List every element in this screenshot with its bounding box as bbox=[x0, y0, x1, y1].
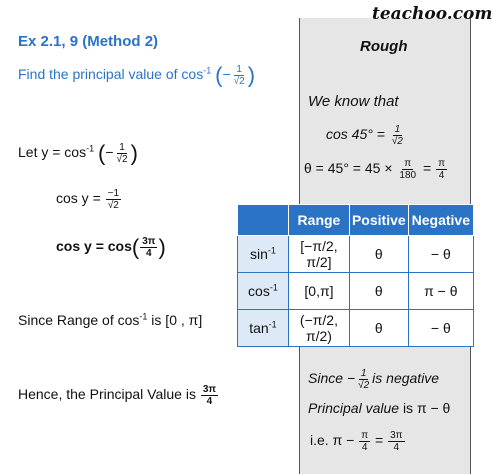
table-header-cell: Range bbox=[288, 205, 349, 236]
table-positive-cell: θ bbox=[350, 236, 409, 273]
rough-cos45: cos 45° = $\frac{1}{√2}$ bbox=[326, 124, 403, 147]
table-row bbox=[238, 273, 474, 310]
step-let-y: Let $y = \cos^{-1}$ (− $\frac{1}{√2}$ ) bbox=[18, 140, 138, 166]
step-cos-y-bold: cos y = cos( $\frac{3\pi}{4}$ ) bbox=[56, 234, 166, 260]
step-principal-value: Hence, the Principal Value is $\frac{3\pi}{4}$ bbox=[18, 384, 217, 407]
table-negative-cell: − θ bbox=[408, 310, 473, 347]
rough-theta: θ = 45° = 45 × $\frac{\pi}{180}$ = $\frac{\pi}{4}$ bbox=[304, 158, 445, 181]
rough-since: Since − $\frac{1}{√2}$ is negative bbox=[308, 368, 440, 391]
rough-title: Rough bbox=[360, 38, 408, 55]
table-row bbox=[238, 310, 474, 347]
table-negative-cell: − θ bbox=[408, 236, 473, 273]
question-text: Find the principal value of $\cos^{-1}$ (− $\frac{1}{√2}$ ) bbox=[18, 62, 256, 88]
step-cos-y: cos y = $\frac{-1}{√2}$ bbox=[56, 188, 120, 211]
table-row bbox=[238, 236, 474, 273]
page-heading: Ex 2.1, 9 (Method 2) bbox=[18, 33, 159, 50]
table-fn-cell: $\tan^{-1}$ bbox=[238, 310, 289, 347]
table-negative-cell: π − θ bbox=[408, 273, 473, 310]
table-range-cell: (−π/2, π/2) bbox=[288, 310, 349, 347]
table-header-cell: Positive bbox=[350, 205, 409, 236]
step-range: Since Range of $\cos^{-1}$ is [0 , π] bbox=[18, 311, 203, 328]
teachoo-logo: teachoo.com bbox=[372, 4, 492, 24]
table-header-row bbox=[238, 205, 474, 236]
rough-principal-value: Principal value is π − θ bbox=[308, 400, 451, 416]
table-fn-cell: $\sin^{-1}$ bbox=[238, 236, 289, 273]
table-positive-cell: θ bbox=[350, 310, 409, 347]
rough-we-know: We know that bbox=[308, 93, 399, 110]
table-range-cell: [−π/2, π/2] bbox=[288, 236, 349, 273]
table-header-cell: Negative bbox=[408, 205, 473, 236]
table-range-cell: [0,π] bbox=[288, 273, 349, 310]
table-header-cell bbox=[238, 205, 289, 236]
inverse-trig-table bbox=[237, 204, 474, 347]
table-fn-cell: $\cos^{-1}$ bbox=[238, 273, 289, 310]
table-positive-cell: θ bbox=[350, 273, 409, 310]
rough-ie: i.e. π − $\frac{\pi}{4}$ = $\frac{3\pi}{4}$ bbox=[310, 430, 403, 453]
